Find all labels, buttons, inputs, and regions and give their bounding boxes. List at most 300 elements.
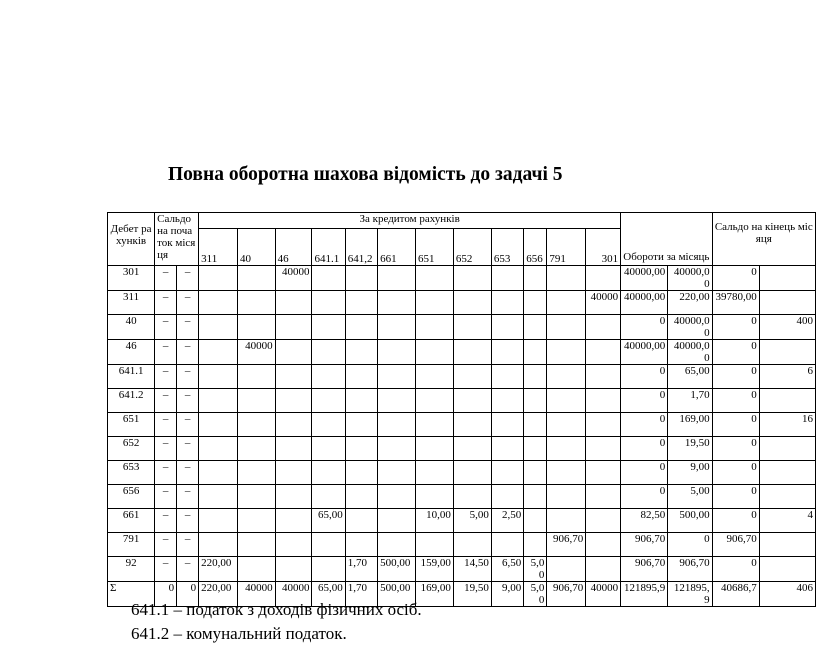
credit-amount-cell bbox=[453, 365, 491, 389]
credit-amount-cell bbox=[453, 485, 491, 509]
credit-amount-cell: 10,00 bbox=[416, 509, 454, 533]
turnover-debit-cell: 121895,9 bbox=[621, 582, 668, 607]
closing-credit-cell bbox=[759, 461, 815, 485]
credit-account-header: 311 bbox=[199, 229, 238, 266]
opening-debit-cell: – bbox=[155, 461, 177, 485]
turnover-credit-cell: 40000,00 bbox=[668, 266, 712, 291]
credit-amount-cell bbox=[345, 461, 377, 485]
credit-amount-cell bbox=[312, 461, 345, 485]
turnover-debit-cell: 40000,00 bbox=[621, 340, 668, 365]
credit-amount-cell: 906,70 bbox=[547, 533, 586, 557]
credit-amount-cell bbox=[491, 266, 523, 291]
opening-debit-cell: – bbox=[155, 437, 177, 461]
closing-debit-cell: 0 bbox=[712, 365, 759, 389]
credit-amount-cell bbox=[453, 413, 491, 437]
footnote-641-1: 641.1 – податок з доходів фізичних осіб. bbox=[131, 600, 422, 619]
debit-header: Дебет рахунків bbox=[108, 213, 155, 266]
credit-amount-cell bbox=[586, 437, 621, 461]
debit-account-cell: 46 bbox=[108, 340, 155, 365]
credit-amount-cell: 169,00 bbox=[416, 582, 454, 607]
credit-account-header: 651 bbox=[416, 229, 454, 266]
opening-debit-cell: 0 bbox=[155, 582, 177, 607]
credit-amount-cell bbox=[586, 266, 621, 291]
credit-account-header: 641,2 bbox=[345, 229, 377, 266]
credit-amount-cell: 40000 bbox=[586, 291, 621, 315]
turnover-credit-cell: 906,70 bbox=[668, 557, 712, 582]
credit-amount-cell bbox=[345, 509, 377, 533]
credit-amount-cell bbox=[199, 533, 238, 557]
table-row bbox=[108, 389, 816, 413]
closing-debit-cell: 0 bbox=[712, 340, 759, 365]
debit-account-cell: 791 bbox=[108, 533, 155, 557]
credit-amount-cell bbox=[491, 461, 523, 485]
credit-amount-cell: 2,50 bbox=[491, 509, 523, 533]
credit-amount-cell bbox=[378, 413, 416, 437]
credit-amount-cell bbox=[345, 389, 377, 413]
credit-amount-cell bbox=[237, 266, 275, 291]
opening-credit-cell: – bbox=[177, 315, 199, 340]
credit-amount-cell bbox=[453, 340, 491, 365]
opening-credit-cell: – bbox=[177, 509, 199, 533]
credit-amount-cell bbox=[199, 461, 238, 485]
credit-amount-cell bbox=[416, 533, 454, 557]
table-row bbox=[108, 315, 816, 340]
credit-amount-cell bbox=[199, 315, 238, 340]
credit-amount-cell bbox=[275, 315, 312, 340]
credit-amount-cell bbox=[586, 413, 621, 437]
credit-amount-cell: 40000 bbox=[237, 340, 275, 365]
credit-amount-cell bbox=[453, 389, 491, 413]
turnover-debit-cell: 0 bbox=[621, 413, 668, 437]
opening-credit-cell: – bbox=[177, 389, 199, 413]
credit-amount-cell bbox=[378, 485, 416, 509]
credit-amount-cell bbox=[491, 485, 523, 509]
closing-credit-cell bbox=[759, 340, 815, 365]
footnotes bbox=[131, 598, 422, 646]
opening-debit-cell: – bbox=[155, 413, 177, 437]
credit-amount-cell bbox=[312, 557, 345, 582]
credit-amount-cell bbox=[378, 266, 416, 291]
credit-amount-cell: 9,00 bbox=[491, 582, 523, 607]
credit-amount-cell bbox=[524, 533, 547, 557]
credit-amount-cell bbox=[312, 315, 345, 340]
credit-amount-cell bbox=[524, 365, 547, 389]
turnover-debit-cell: 82,50 bbox=[621, 509, 668, 533]
turnover-debit-cell: 40000,00 bbox=[621, 266, 668, 291]
header-row-1 bbox=[108, 213, 816, 229]
credit-amount-cell bbox=[524, 266, 547, 291]
closing-debit-cell: 0 bbox=[712, 485, 759, 509]
credit-header: За кредитом рахунків bbox=[199, 213, 621, 229]
credit-amount-cell bbox=[547, 291, 586, 315]
closing-debit-cell: 0 bbox=[712, 557, 759, 582]
table-row bbox=[108, 291, 816, 315]
opening-debit-cell: – bbox=[155, 266, 177, 291]
credit-amount-cell bbox=[199, 485, 238, 509]
credit-amount-cell bbox=[312, 413, 345, 437]
credit-amount-cell bbox=[275, 461, 312, 485]
credit-amount-cell bbox=[199, 365, 238, 389]
credit-amount-cell bbox=[275, 291, 312, 315]
credit-amount-cell bbox=[275, 533, 312, 557]
closing-balance-header: Сальдо на кінець місяця bbox=[712, 213, 815, 266]
credit-amount-cell bbox=[378, 509, 416, 533]
credit-amount-cell bbox=[547, 461, 586, 485]
debit-account-cell: 661 bbox=[108, 509, 155, 533]
turnover-credit-cell: 65,00 bbox=[668, 365, 712, 389]
opening-credit-cell: – bbox=[177, 461, 199, 485]
credit-account-header: 791 bbox=[547, 229, 586, 266]
credit-amount-cell: 500,00 bbox=[378, 557, 416, 582]
credit-amount-cell: 5,00 bbox=[524, 582, 547, 607]
turnover-credit-cell: 40000,00 bbox=[668, 340, 712, 365]
opening-credit-cell: – bbox=[177, 485, 199, 509]
credit-amount-cell bbox=[416, 413, 454, 437]
credit-amount-cell bbox=[237, 557, 275, 582]
credit-amount-cell: 500,00 bbox=[378, 582, 416, 607]
footnote-641-2: 641.2 – комунальний податок. bbox=[131, 624, 347, 643]
closing-debit-cell: 0 bbox=[712, 437, 759, 461]
opening-credit-cell: – bbox=[177, 340, 199, 365]
credit-amount-cell bbox=[524, 413, 547, 437]
debit-account-cell: 40 bbox=[108, 315, 155, 340]
closing-credit-cell bbox=[759, 266, 815, 291]
credit-amount-cell bbox=[275, 437, 312, 461]
credit-amount-cell bbox=[524, 315, 547, 340]
credit-amount-cell bbox=[416, 365, 454, 389]
turnover-credit-cell: 9,00 bbox=[668, 461, 712, 485]
credit-amount-cell bbox=[524, 291, 547, 315]
credit-amount-cell bbox=[416, 461, 454, 485]
credit-amount-cell bbox=[199, 509, 238, 533]
credit-amount-cell bbox=[586, 557, 621, 582]
credit-amount-cell bbox=[378, 533, 416, 557]
turnover-debit-cell: 40000,00 bbox=[621, 291, 668, 315]
closing-credit-cell: 6 bbox=[759, 365, 815, 389]
closing-debit-cell: 0 bbox=[712, 315, 759, 340]
closing-credit-cell: 400 bbox=[759, 315, 815, 340]
credit-amount-cell bbox=[586, 365, 621, 389]
turnover-credit-cell: 1,70 bbox=[668, 389, 712, 413]
credit-amount-cell bbox=[547, 389, 586, 413]
credit-amount-cell bbox=[312, 340, 345, 365]
ledger-body bbox=[108, 213, 816, 607]
credit-amount-cell bbox=[547, 485, 586, 509]
credit-amount-cell bbox=[378, 315, 416, 340]
closing-credit-cell bbox=[759, 533, 815, 557]
closing-credit-cell: 4 bbox=[759, 509, 815, 533]
credit-amount-cell bbox=[345, 485, 377, 509]
closing-credit-cell: 16 bbox=[759, 413, 815, 437]
opening-debit-cell: – bbox=[155, 509, 177, 533]
turnover-debit-cell: 0 bbox=[621, 485, 668, 509]
credit-amount-cell bbox=[199, 437, 238, 461]
turnover-credit-cell: 169,00 bbox=[668, 413, 712, 437]
credit-amount-cell bbox=[237, 413, 275, 437]
credit-amount-cell: 40000 bbox=[586, 582, 621, 607]
credit-amount-cell bbox=[416, 340, 454, 365]
credit-account-header: 653 bbox=[491, 229, 523, 266]
credit-amount-cell bbox=[491, 340, 523, 365]
credit-amount-cell bbox=[237, 291, 275, 315]
credit-amount-cell bbox=[312, 437, 345, 461]
credit-account-header: 656 bbox=[524, 229, 547, 266]
debit-account-cell: 92 bbox=[108, 557, 155, 582]
credit-amount-cell bbox=[491, 389, 523, 413]
credit-amount-cell bbox=[275, 365, 312, 389]
closing-credit-cell bbox=[759, 389, 815, 413]
credit-account-header: 40 bbox=[237, 229, 275, 266]
turnover-credit-cell: 19,50 bbox=[668, 437, 712, 461]
credit-amount-cell bbox=[378, 340, 416, 365]
opening-debit-cell: – bbox=[155, 557, 177, 582]
credit-amount-cell bbox=[312, 291, 345, 315]
credit-amount-cell: 6,50 bbox=[491, 557, 523, 582]
credit-amount-cell: 5,00 bbox=[453, 509, 491, 533]
credit-amount-cell bbox=[199, 266, 238, 291]
table-row bbox=[108, 461, 816, 485]
credit-amount-cell bbox=[345, 365, 377, 389]
opening-credit-cell: 0 bbox=[177, 582, 199, 607]
credit-amount-cell bbox=[491, 413, 523, 437]
debit-account-cell: 656 bbox=[108, 485, 155, 509]
credit-amount-cell bbox=[345, 340, 377, 365]
credit-account-header: 301 bbox=[586, 229, 621, 266]
table-row bbox=[108, 437, 816, 461]
credit-amount-cell bbox=[524, 509, 547, 533]
credit-amount-cell bbox=[586, 533, 621, 557]
credit-amount-cell bbox=[547, 413, 586, 437]
credit-amount-cell bbox=[453, 266, 491, 291]
turnover-chess-table bbox=[107, 212, 816, 607]
credit-amount-cell: 65,00 bbox=[312, 509, 345, 533]
credit-amount-cell bbox=[345, 413, 377, 437]
debit-account-cell: 653 bbox=[108, 461, 155, 485]
closing-debit-cell: 0 bbox=[712, 461, 759, 485]
credit-amount-cell bbox=[586, 315, 621, 340]
credit-amount-cell bbox=[491, 437, 523, 461]
table-row bbox=[108, 509, 816, 533]
credit-amount-cell: 65,00 bbox=[312, 582, 345, 607]
credit-amount-cell bbox=[312, 266, 345, 291]
credit-amount-cell bbox=[237, 389, 275, 413]
credit-amount-cell bbox=[312, 533, 345, 557]
turnover-credit-cell: 5,00 bbox=[668, 485, 712, 509]
credit-amount-cell bbox=[312, 485, 345, 509]
opening-credit-cell: – bbox=[177, 266, 199, 291]
credit-amount-cell bbox=[378, 365, 416, 389]
credit-amount-cell bbox=[524, 340, 547, 365]
closing-credit-cell bbox=[759, 485, 815, 509]
credit-amount-cell: 14,50 bbox=[453, 557, 491, 582]
closing-debit-cell: 40686,7 bbox=[712, 582, 759, 607]
opening-debit-cell: – bbox=[155, 365, 177, 389]
opening-debit-cell: – bbox=[155, 291, 177, 315]
credit-amount-cell bbox=[547, 365, 586, 389]
closing-credit-cell bbox=[759, 291, 815, 315]
opening-debit-cell: – bbox=[155, 533, 177, 557]
credit-amount-cell: 5,00 bbox=[524, 557, 547, 582]
closing-debit-cell: 0 bbox=[712, 266, 759, 291]
credit-amount-cell bbox=[524, 437, 547, 461]
credit-amount-cell bbox=[547, 315, 586, 340]
credit-amount-cell: 220,00 bbox=[199, 582, 238, 607]
credit-amount-cell bbox=[312, 365, 345, 389]
credit-amount-cell: 19,50 bbox=[453, 582, 491, 607]
credit-amount-cell bbox=[416, 437, 454, 461]
turnover-credit-cell: 0 bbox=[668, 533, 712, 557]
table-row bbox=[108, 413, 816, 437]
turnover-debit-cell: 0 bbox=[621, 365, 668, 389]
turnover-header: Обороти за місяць bbox=[621, 213, 712, 266]
credit-amount-cell bbox=[345, 437, 377, 461]
credit-amount-cell bbox=[491, 365, 523, 389]
turnover-debit-cell: 0 bbox=[621, 461, 668, 485]
credit-amount-cell bbox=[345, 315, 377, 340]
credit-amount-cell bbox=[416, 315, 454, 340]
credit-amount-cell bbox=[275, 485, 312, 509]
credit-amount-cell bbox=[237, 315, 275, 340]
credit-amount-cell: 40000 bbox=[275, 582, 312, 607]
closing-credit-cell bbox=[759, 437, 815, 461]
opening-credit-cell: – bbox=[177, 365, 199, 389]
credit-amount-cell bbox=[586, 485, 621, 509]
debit-account-cell: 652 bbox=[108, 437, 155, 461]
closing-debit-cell: 0 bbox=[712, 509, 759, 533]
closing-debit-cell: 906,70 bbox=[712, 533, 759, 557]
credit-amount-cell bbox=[524, 461, 547, 485]
credit-amount-cell: 220,00 bbox=[199, 557, 238, 582]
debit-account-cell: 301 bbox=[108, 266, 155, 291]
credit-amount-cell bbox=[237, 365, 275, 389]
credit-account-header: 661 bbox=[378, 229, 416, 266]
opening-credit-cell: – bbox=[177, 557, 199, 582]
credit-amount-cell bbox=[453, 315, 491, 340]
credit-amount-cell bbox=[275, 389, 312, 413]
credit-amount-cell: 40000 bbox=[275, 266, 312, 291]
credit-amount-cell bbox=[237, 485, 275, 509]
credit-amount-cell bbox=[547, 266, 586, 291]
turnover-credit-cell: 121895,9 bbox=[668, 582, 712, 607]
credit-amount-cell bbox=[378, 461, 416, 485]
table-row bbox=[108, 365, 816, 389]
debit-account-cell: 641.1 bbox=[108, 365, 155, 389]
credit-amount-cell: 40000 bbox=[237, 582, 275, 607]
credit-amount-cell bbox=[416, 389, 454, 413]
credit-amount-cell bbox=[547, 557, 586, 582]
credit-amount-cell bbox=[378, 437, 416, 461]
credit-amount-cell bbox=[453, 291, 491, 315]
closing-credit-cell: 406 bbox=[759, 582, 815, 607]
credit-amount-cell bbox=[491, 315, 523, 340]
turnover-credit-cell: 220,00 bbox=[668, 291, 712, 315]
credit-amount-cell bbox=[199, 389, 238, 413]
opening-credit-cell: – bbox=[177, 437, 199, 461]
credit-amount-cell bbox=[524, 485, 547, 509]
credit-account-header: 641.1 bbox=[312, 229, 345, 266]
credit-amount-cell bbox=[275, 340, 312, 365]
credit-amount-cell bbox=[199, 340, 238, 365]
turnover-debit-cell: 906,70 bbox=[621, 557, 668, 582]
debit-account-cell: 641.2 bbox=[108, 389, 155, 413]
closing-debit-cell: 0 bbox=[712, 413, 759, 437]
credit-account-header: 46 bbox=[275, 229, 312, 266]
credit-amount-cell: 1,70 bbox=[345, 582, 377, 607]
opening-debit-cell: – bbox=[155, 485, 177, 509]
table-row bbox=[108, 340, 816, 365]
table-row bbox=[108, 557, 816, 582]
credit-amount-cell bbox=[378, 291, 416, 315]
credit-amount-cell bbox=[453, 461, 491, 485]
opening-balance-header: Сальдо на початок місяця bbox=[155, 213, 199, 266]
closing-debit-cell: 39780,00 bbox=[712, 291, 759, 315]
credit-amount-cell bbox=[586, 509, 621, 533]
document-title: Повна оборотна шахова відомість до задачі 5 bbox=[168, 164, 563, 185]
credit-amount-cell bbox=[345, 266, 377, 291]
credit-amount-cell bbox=[237, 461, 275, 485]
credit-amount-cell bbox=[586, 461, 621, 485]
table-row bbox=[108, 485, 816, 509]
credit-amount-cell bbox=[491, 533, 523, 557]
credit-amount-cell bbox=[237, 533, 275, 557]
credit-amount-cell bbox=[416, 291, 454, 315]
credit-amount-cell bbox=[416, 485, 454, 509]
credit-amount-cell bbox=[275, 509, 312, 533]
credit-amount-cell bbox=[345, 533, 377, 557]
credit-amount-cell bbox=[547, 509, 586, 533]
table-row bbox=[108, 266, 816, 291]
table-row bbox=[108, 533, 816, 557]
credit-amount-cell bbox=[312, 389, 345, 413]
credit-amount-cell: 906,70 bbox=[547, 582, 586, 607]
opening-debit-cell: – bbox=[155, 340, 177, 365]
credit-amount-cell: 159,00 bbox=[416, 557, 454, 582]
credit-amount-cell bbox=[378, 389, 416, 413]
credit-amount-cell bbox=[237, 509, 275, 533]
turnover-debit-cell: 906,70 bbox=[621, 533, 668, 557]
credit-amount-cell bbox=[416, 266, 454, 291]
credit-amount-cell: 1,70 bbox=[345, 557, 377, 582]
opening-credit-cell: – bbox=[177, 291, 199, 315]
credit-amount-cell bbox=[547, 340, 586, 365]
credit-account-header: 652 bbox=[453, 229, 491, 266]
opening-debit-cell: – bbox=[155, 389, 177, 413]
credit-amount-cell bbox=[453, 533, 491, 557]
credit-amount-cell bbox=[237, 437, 275, 461]
credit-amount-cell bbox=[524, 389, 547, 413]
credit-amount-cell bbox=[275, 557, 312, 582]
credit-amount-cell bbox=[199, 413, 238, 437]
turnover-credit-cell: 40000,00 bbox=[668, 315, 712, 340]
credit-amount-cell bbox=[275, 413, 312, 437]
credit-amount-cell bbox=[547, 437, 586, 461]
opening-credit-cell: – bbox=[177, 533, 199, 557]
turnover-debit-cell: 0 bbox=[621, 315, 668, 340]
credit-amount-cell bbox=[453, 437, 491, 461]
debit-account-cell: 311 bbox=[108, 291, 155, 315]
debit-account-cell: 651 bbox=[108, 413, 155, 437]
closing-credit-cell bbox=[759, 557, 815, 582]
credit-amount-cell bbox=[491, 291, 523, 315]
turnover-debit-cell: 0 bbox=[621, 437, 668, 461]
credit-amount-cell bbox=[345, 291, 377, 315]
debit-account-cell: Σ bbox=[108, 582, 155, 607]
credit-amount-cell bbox=[199, 291, 238, 315]
credit-amount-cell bbox=[586, 340, 621, 365]
opening-debit-cell: – bbox=[155, 315, 177, 340]
closing-debit-cell: 0 bbox=[712, 389, 759, 413]
credit-amount-cell bbox=[586, 389, 621, 413]
